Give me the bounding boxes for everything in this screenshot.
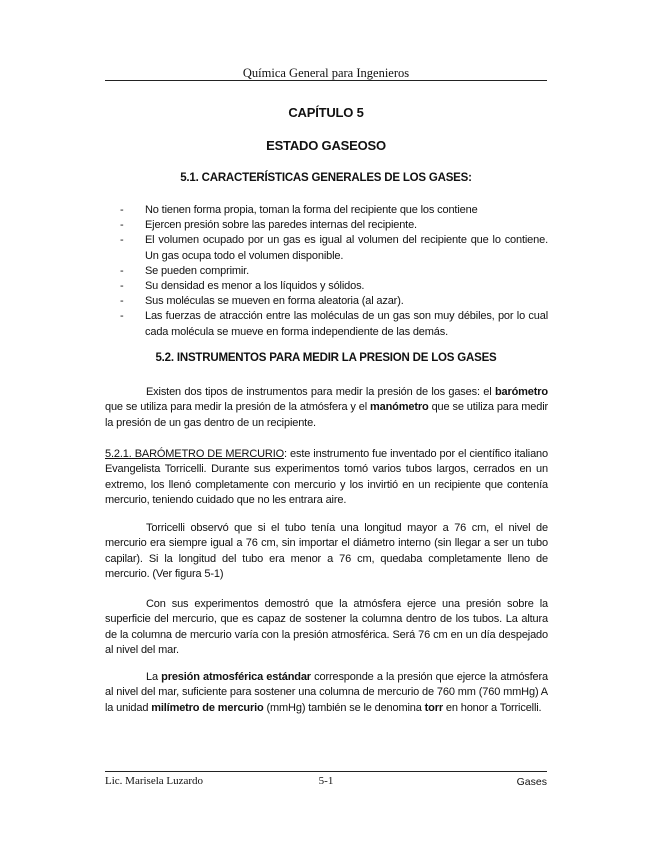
list-item-text: Sus moléculas se mueven en forma aleatoria (al azar).: [145, 295, 404, 308]
list-item: [118, 233, 548, 263]
bullet-marker: -: [120, 264, 124, 277]
section-title-5-2: 5.2. INSTRUMENTOS PARA MEDIR LA PRESION DE LOS GASES: [155, 352, 497, 364]
term-torr: torr: [424, 701, 443, 714]
paragraph-text: que se utiliza para medir la presión de un gas dentro de un recipiente.: [105, 401, 548, 429]
paragraph-text: corresponde a la presión que ejerce la atmósfera al nivel del mar, suficiente para sostener una columna de mercurio de 760 mm (760 mmHg) A la unidad: [105, 671, 548, 714]
paragraph-text: en honor a Torricelli.: [443, 701, 542, 714]
section-title-5-1: 5.1. CARACTERÍSTICAS GENERALES DE LOS GASES:: [180, 172, 472, 184]
paragraph-standard-pressure: [105, 670, 548, 716]
bullet-marker: -: [120, 204, 124, 216]
list-item-text: Su densidad es menor a los líquidos y sólidos.: [145, 280, 365, 293]
paragraph-text: La: [146, 671, 162, 683]
footer-topic: Gases: [516, 776, 547, 788]
header-rule: [105, 80, 547, 81]
term-presion-estandar: presión atmosférica estándar: [161, 671, 311, 683]
list-item-text: Ejercen presión sobre las paredes internas del recipiente.: [145, 219, 417, 232]
characteristics-list: [118, 203, 548, 340]
paragraph-atmospheric-pressure: Con sus experimentos demostró que la atmósfera ejerce una presión sobre la superficie del mercurio, que es capaz de sostener la columna dentro de los tubos. La altura de la columna de mercurio varía con la presión atmosférica. Será 76 cm en un día despejado al nivel del mar.: [105, 598, 548, 656]
paragraph-instruments: [105, 385, 548, 431]
paragraph-torricelli-observation: Torricelli observó que si el tubo tenía una longitud mayor a 76 cm, el nivel de mercurio era siempre igual a 76 cm, sin importar el diámetro interno (sin llegar a ser un tubo capilar). Si la longitud del tubo era menor a 76 cm, quedaba completamente lleno de mercurio. (Ver figura 5-1): [105, 522, 548, 580]
list-item: [118, 203, 548, 218]
bullet-marker: -: [120, 280, 124, 293]
paragraph-text: que se utiliza para medir la presión de la atmósfera y el: [105, 401, 371, 414]
bullet-marker: -: [120, 310, 124, 323]
bullet-marker: -: [120, 219, 124, 232]
term-manometro: manómetro: [370, 401, 429, 414]
chapter-label: CAPÍTULO 5: [288, 105, 364, 120]
running-header: Química General para Ingenieros: [242, 66, 410, 80]
paragraph-barometro-de-mercurio: [105, 447, 548, 508]
bullet-marker: -: [120, 295, 124, 308]
footer-rule: [105, 771, 547, 772]
paragraph-text: Existen dos tipos de instrumentos para medir la presión de los gases: el: [146, 386, 495, 398]
chapter-title: ESTADO GASEOSO: [266, 138, 386, 153]
list-item-text: No tienen forma propia, toman la forma del recipiente que los contiene: [145, 204, 478, 216]
bullet-marker: -: [120, 234, 124, 247]
list-item-text: El volumen ocupado por un gas es igual al volumen del recipiente que lo contiene. Un gas ocupa todo el volumen disponible.: [145, 234, 548, 262]
term-milimetro-de-mercurio: milímetro de mercurio: [151, 701, 264, 714]
footer-author: Lic. Marisela Luzardo: [105, 775, 204, 787]
paragraph-text: : este instrumento fue inventado por el científico italiano Evangelista Torricelli. Durante sus experimentos tomó varios tubos largos, cerrados en un extremo, los llenó completamente con mercurio y los invirtió en un recipiente que contenía mercurio, teniendo cuidado que no les entrara aire.: [105, 448, 548, 506]
list-item: [118, 264, 548, 279]
list-item: [118, 279, 548, 294]
list-item-text: Las fuerzas de atracción entre las moléculas de un gas son muy débiles, por lo cual cada molécula se mueve en forma independiente de las demás.: [145, 310, 548, 338]
list-item: [118, 309, 548, 339]
subsection-heading-5-2-1: 5.2.1. BARÓMETRO DE MERCURIO: [105, 448, 285, 460]
list-item: [118, 218, 548, 233]
footer-page-number: 5-1: [318, 775, 334, 787]
list-item-text: Se pueden comprimir.: [145, 264, 249, 277]
list-item: [118, 294, 548, 309]
paragraph-text: (mmHg) también se le denomina: [263, 701, 425, 714]
term-barometro: barómetro: [494, 386, 548, 398]
